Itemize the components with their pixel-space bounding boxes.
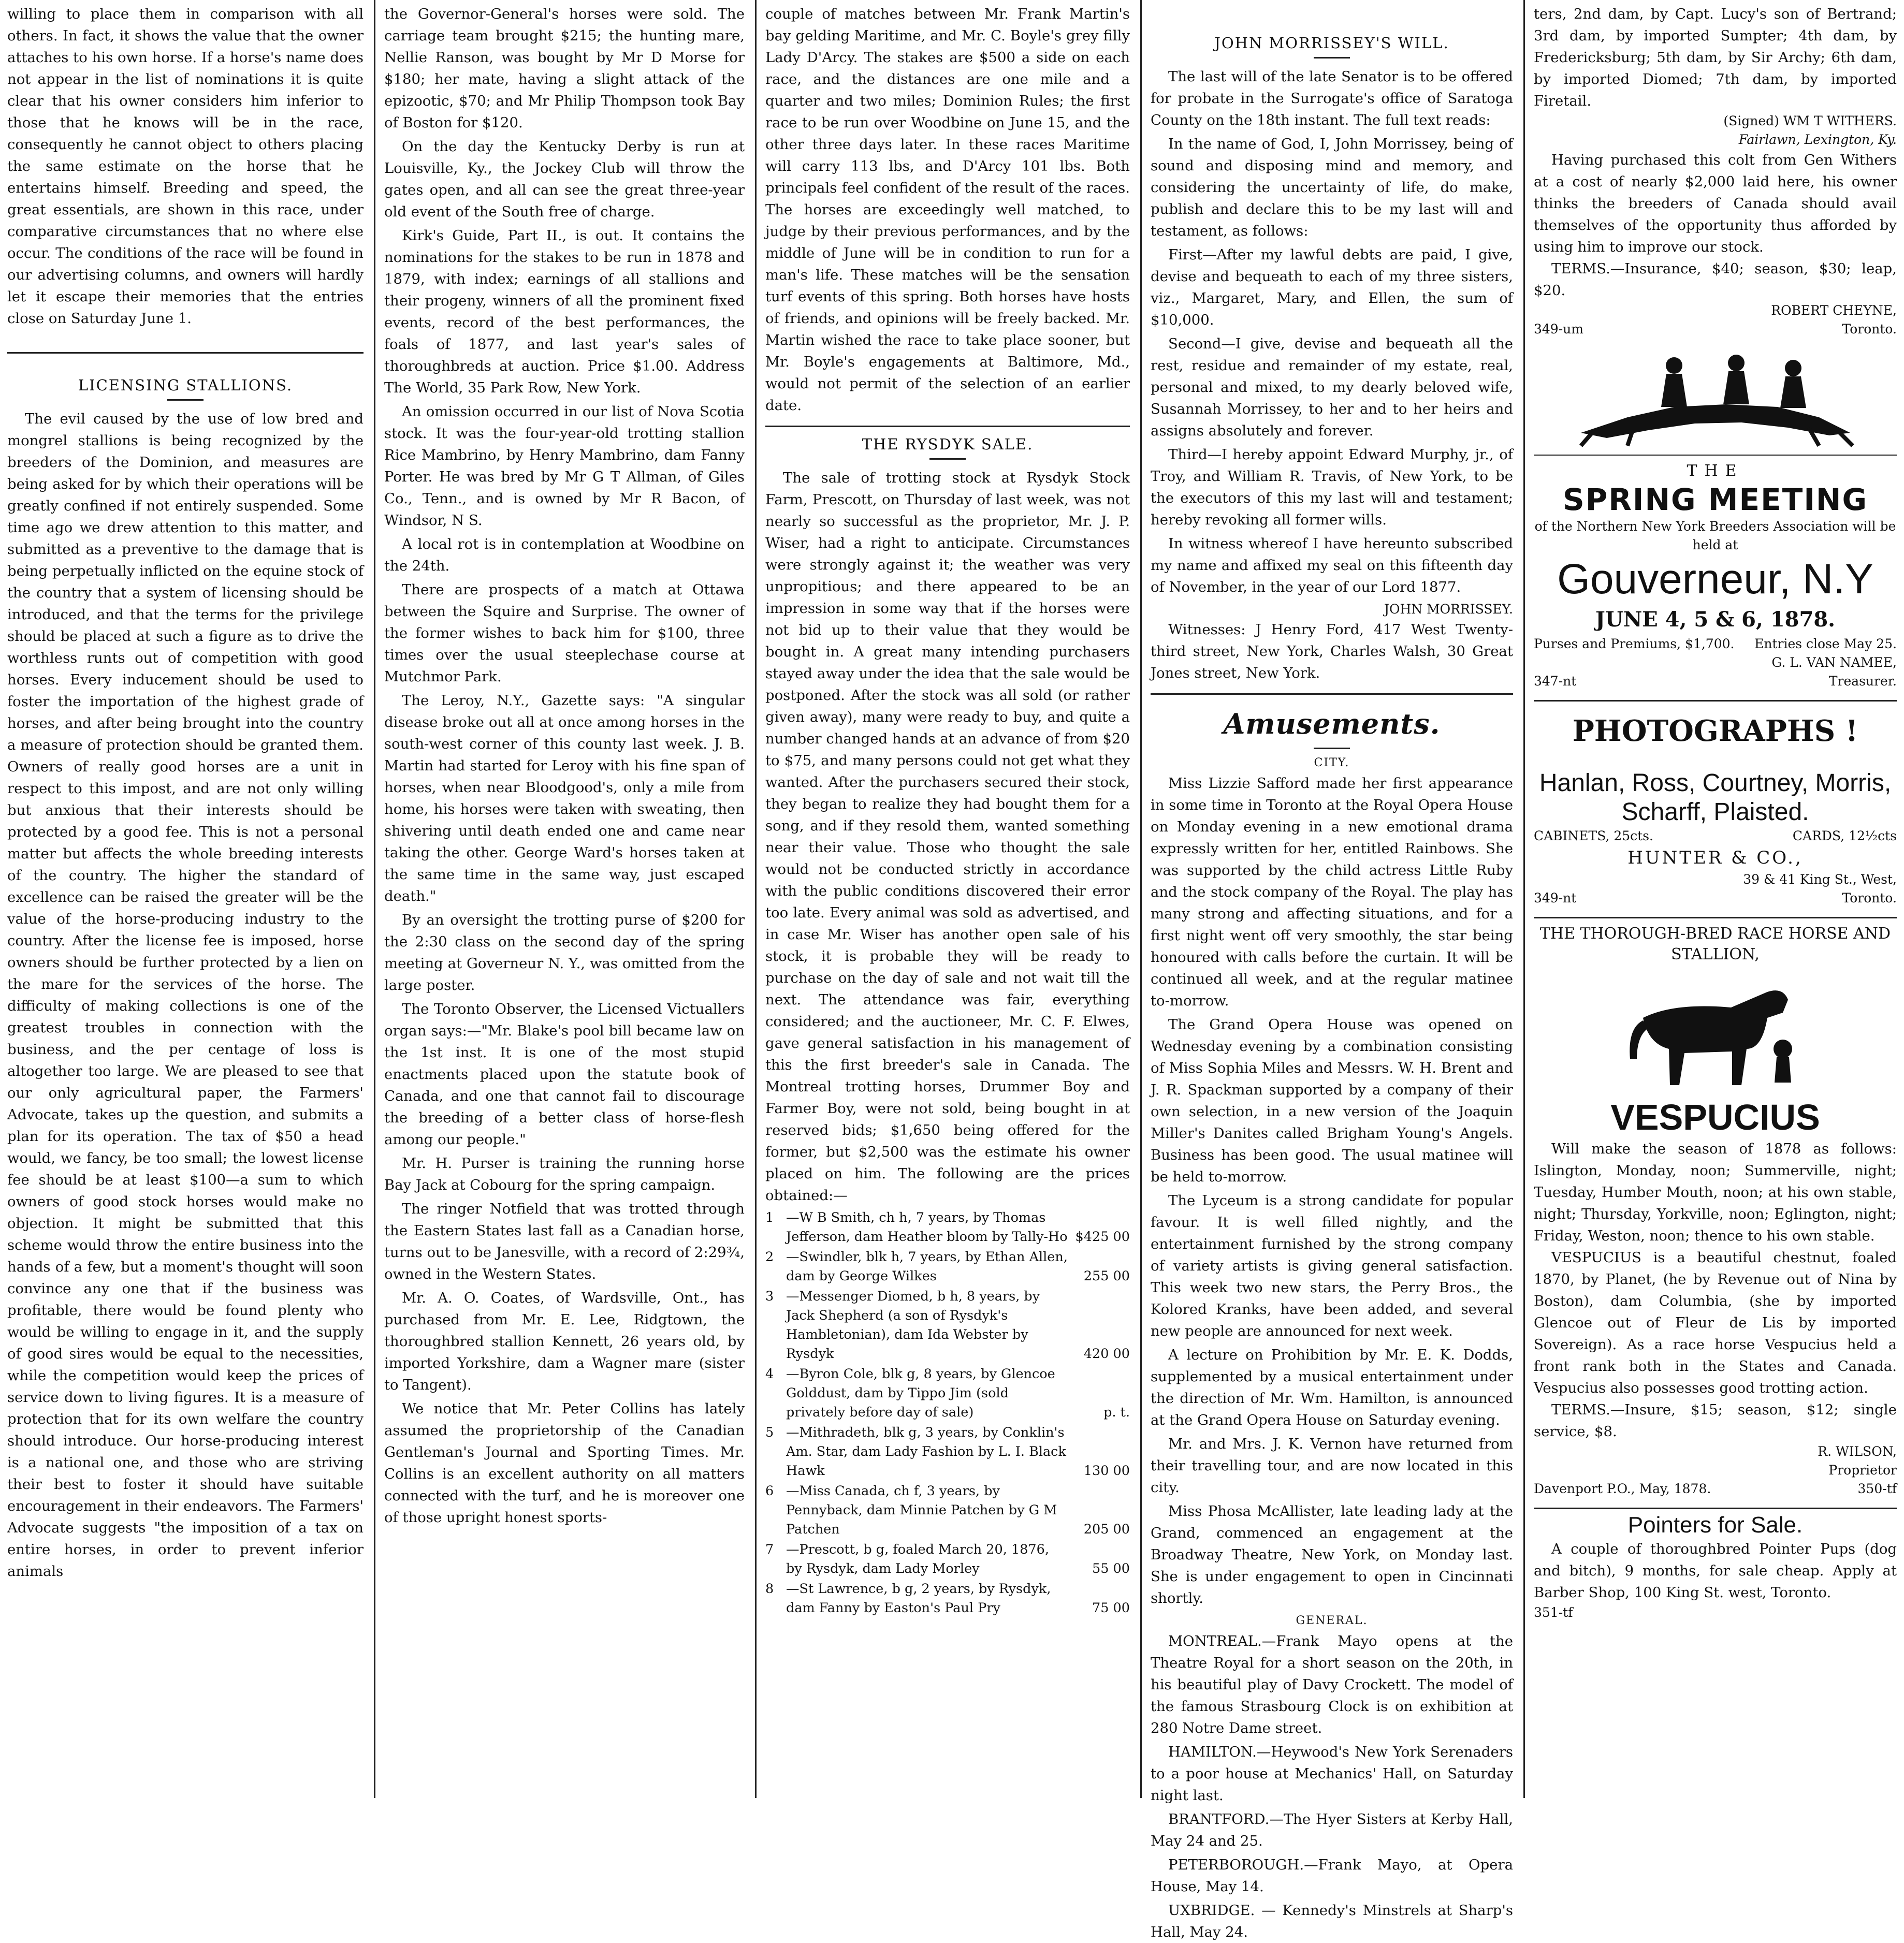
sale-price: $425 00 [1075,1229,1130,1245]
sale-row [765,1208,1130,1247]
news-item: On the day the Kentucky Derby is run at Louisville, Ky., the Jockey Club will throw the gates open, and all can see the great three-year old event of the South free of charge. [384,138,745,220]
sale-row [765,1482,1130,1539]
sale-row [765,1365,1130,1422]
will-text: Third—I hereby appoint Edward Murphy, jr., of Troy, and William R. Travis, of New York, to be the executors of this my last will and testament; hereby revoking all former wills. [1151,446,1513,528]
ad-treasurer: Treasurer. [1828,674,1897,689]
amusement-item: MONTREAL.—Frank Mayo opens at the Theatre Royal for a short season on the 20th, in his beautiful play of Davy Crockett. The model of the famous Strasbourg Clock is on exhibition at 280 Notre Dame street. [1151,1633,1513,1736]
jockeys-racing-icon [1534,345,1897,448]
column-rule [374,0,375,1798]
amusement-item: Miss Phosa McAllister, late leading lady at the Grand, commenced an engagement at the Broadway Theatre, New York, on Monday last. She is under engagement to open in Cincinnati shortly. [1151,1503,1513,1606]
amusement-item: BRANTFORD.—The Hyer Sisters at Kerby Hall, May 24 and 25. [1151,1811,1513,1849]
sale-description: —Prescott, b g, foaled March 20, 1876, by Rysdyk, dam Lady Morley [786,1542,1049,1576]
ad-footer [1534,1480,1897,1498]
article-heading-will: JOHN MORRISSEY'S WILL. [1214,34,1449,52]
divider [7,352,364,354]
ad-city: Toronto. [1842,322,1897,337]
sale-row [765,1540,1130,1579]
ad-signed-location: Fairlawn, Lexington, Ky. [1738,132,1897,147]
sale-price: 130 00 [1083,1463,1130,1479]
news-item: Mr. H. Purser is training the running horse Bay Jack at Cobourg for the spring campaign. [384,1155,745,1193]
news-item: The ringer Notfield that was trotted through the Eastern States last fall as a Canadian horse, turns out to be Janesville, with a record of 2:29¾, owned in the Western States. [384,1201,745,1282]
column-3 [758,0,1137,1798]
will-signature: JOHN MORRISSEY. [1384,602,1513,617]
short-rule [1314,748,1350,749]
column-4 [1143,0,1520,1940]
amusement-item: Miss Lizzie Safford made her first appearance in some time in Toronto at the Royal Opera House on Monday evening in a new emotional drama expressly written for her, entitled Rainbows. She was supported by the child actress Little Ruby and the stock company of the Royal. The play has many strong and affecting situations, and for a first night went off very smoothly, the star being honoured with calls before the curtain. It will be continued all week, and at the regular matinee to-morrow. [1151,775,1513,1009]
ad-spring-meeting: SPRING MEETING [1562,482,1868,517]
will-text: The last will of the late Senator is to be offered for probate in the Surrogate's office of Saratoga County on the 18th instant. The full text reads: [1151,68,1513,128]
ad-footer [1534,889,1897,908]
will-text: Second—I give, devise and bequeath all the rest, residue and remainder of my estate, real, personal and mixed, to my dearly beloved wife, Susannah Morrissey, to her and to her heirs and assigns absolutely and forever. [1151,335,1513,439]
sale-description: —Miss Canada, ch f, 3 years, by Pennyback, dam Minnie Patchen by G M Patchen [786,1483,1057,1537]
ad-purses: Purses and Premiums, $1,700. [1534,636,1735,651]
divider [1534,700,1897,702]
ad-davenport: Davenport P.O., May, 1878. [1534,1481,1711,1496]
ad-prices-row [1534,827,1897,845]
ad-text: Having purchased this colt from Gen Withers at a cost of nearly $2,000 laid here, his owner thinks the breeders of Canada should avail themselves of the opportunity thus afforded by using him to improve our stock. [1534,152,1897,255]
short-rule [929,458,966,460]
article-heading-rysdyk: THE RYSDYK SALE. [862,435,1034,453]
sale-row [765,1248,1130,1286]
news-item: Kirk's Guide, Part II., is out. It contains the nominations for the stakes to be run in 1878 and 1879, with index; earnings of all stallions and their progeny, winners of all the prominent fixed events, record of the best performances, the foals of 1877, and last year's sales of thoroughbreds at auction. Price $1.00. Address The World, 35 Park Row, New York. [384,227,745,396]
sale-number: 4 [765,1366,774,1382]
sale-price: 255 00 [1083,1268,1130,1284]
sale-number: 6 [765,1483,774,1499]
sale-price: p. t. [1103,1405,1130,1420]
will-text: First—After my lawful debts are paid, I give, devise and bequeath to each of my three sisters, viz., Margaret, Mary, and Ellen, the sum of $10,000. [1151,246,1513,328]
sale-description: —Byron Cole, blk g, 8 years, by Glencoe Golddust, dam by Tippo Jim (sold privately before day of sale) [786,1366,1055,1420]
ad-vespucius-schedule: Will make the season of 1878 as follows: Islington, Monday, noon; Summerville, night; Tuesday, Humber Mouth, noon; at his own stable, night; Thursday, Yorkville, noon; Eglington, night; Friday, Weston, noon; thence to his own stable. [1534,1141,1897,1244]
amusement-item: Mr. and Mrs. J. K. Vernon have returned from their travelling tour, and are now located in this city. [1151,1436,1513,1496]
ad-purses-row [1534,635,1897,653]
article-heading-licensing: LICENSING STALLIONS. [78,376,293,394]
amusement-item: PETERBOROUGH.—Frank Mayo, at Opera House, May 14. [1151,1857,1513,1895]
ad-vespucius: VESPUCIUS [1610,1097,1820,1137]
sale-number: 8 [765,1581,774,1597]
sale-number: 7 [765,1542,774,1557]
amusement-item: A lecture on Prohibition by Mr. E. K. Dodds, supplemented by a musical entertainment under the direction of Mr. Wm. Hamilton, is announced at the Grand Opera House on Saturday evening. [1151,1347,1513,1428]
amusement-item: The Grand Opera House was opened on Wednesday evening by a combination consisting of Miss Sophia Miles and Messrs. W. H. Brent and J. R. Spackman supported by a company of their own selection, in a new version of the Joaquin Miller's Danites called Brigham Young's Angels. Business has been good. The usual matinee will be held to-morrow. [1151,1016,1513,1185]
short-rule [167,399,204,401]
general-subheading: GENERAL. [1296,1614,1368,1627]
news-item: We notice that Mr. Peter Collins has lately assumed the proprietorship of the Canadian Gentleman's Journal and Sporting Times. Mr. Collins is an excellent authority on all matters connected with the turf, and he is moreover one of those upright honest sports- [384,1400,745,1526]
ad-hunter: HUNTER & CO., [1627,848,1803,868]
news-item: An omission occurred in our list of Nova Scotia stock. It was the four-year-old trotting stallion Rice Mambrino, by Henry Mambrino, dam Fanny Porter. He was bred by Mr G T Allman, of Giles Co., Tenn., and is owned by Mr R Bacon, of Windsor, N S. [384,403,745,529]
ad-association: of the Northern New York Breeders Association will be held at [1534,519,1896,552]
amusement-item: The Lyceum is a strong candidate for popular favour. It is well filled nightly, and the entertainment furnished by the strong company of variety artists is giving general satisfaction. This week two new stars, the Perry Bros., the Kolored Kranks, have been added, and several new people are announced for next week. [1151,1192,1513,1339]
ad-footer [1534,320,1897,339]
sale-number: 1 [765,1210,774,1225]
ad-code: 347-nt [1534,674,1577,689]
sale-row [765,1287,1130,1364]
news-item-match: couple of matches between Mr. Frank Martin's bay gelding Maritime, and Mr. C. Boyle's grey filly Lady D'Arcy. The stakes are $500 a side on each race, and the distances are one mile and a quarter and two miles; Dominion Rules; the first race to be run over Woodbine on June 15, and the other three days later. In these races Maritime will carry 113 lbs, and D'Arcy 101 lbs. Both principals feel confident of the result of the races. The horses are exceedingly well matched, to judge by their previous performances, and by the middle of June will be in condition to run for a man's life. These matches will be the sensation turf events of this spring. Both horses have hosts of friends, and opinions will be freely backed. Mr. Martin wished the race to take place sooner, but Mr. Boyle's engagements at Baltimore, Md., would not permit of the selection of an earlier date. [765,6,1130,414]
ad-cabinets: CABINETS, 25cts. [1534,828,1653,843]
ad-hunter-address: 39 & 41 King St., West, [1743,872,1897,887]
ad-wilson: R. WILSON, [1818,1444,1897,1459]
column-2 [377,0,752,1798]
ad-code: 349-um [1534,322,1583,337]
will-text: In the name of God, I, John Morrissey, being of sound and disposing mind and memory, and considering the uncertainty of life, do make, publish and declare this to be my last will and testament, as follows: [1151,136,1513,239]
article-intro: willing to place them in comparison with all others. In fact, it shows the value that the owner attaches to his own horse. If a horse's name does not appear in the list of nominations it is quite clear that his owner considers him inferior to those that he knows will be in the race, consequently he cannot object to others placing the same estimate on the horse that he entertains himself. Breeding and speed, the great essentials, are shown in this race, under comparative circumstances that no where else occur. The conditions of the race will be found in our advertising columns, and owners will hardly let it escape their memories that the entries close on Saturday June 1. [7,6,364,327]
short-rule [1314,57,1350,59]
news-item: There are prospects of a match at Ottawa between the Squire and Surprise. The owner of the former wishes to back him for $100, three times over the usual steeplechase course at Mutchmor Park. [384,581,745,685]
divider [1534,1508,1897,1509]
ad-code: 351-tf [1534,1605,1573,1620]
sale-row [765,1580,1130,1618]
ad-code: 350-tf [1857,1481,1897,1496]
will-text: In witness whereof I have hereunto subscribed my name and affixed my seal on this fifteenth day of November, in the year of our Lord 1877. [1151,535,1513,595]
amusements-heading: Amusements. [1223,707,1441,740]
ad-signed: (Signed) WM T WITHERS. [1723,113,1897,128]
ad-pedigree: ters, 2nd dam, by Capt. Lucy's son of Bertrand; 3rd dam, by imported Sumpter; 4th dam, by Fredericksburg; 5th dam, by Sir Archy; 6th dam, by imported Diomed; 7th dam, by imported Firetail. [1534,6,1897,109]
sale-price: 55 00 [1092,1561,1130,1576]
sale-price: 75 00 [1092,1600,1130,1616]
sale-number: 3 [765,1289,774,1304]
column-5-ads [1527,0,1904,1798]
will-witnesses: Witnesses: J Henry Ford, 417 West Twenty-third street, New York, Charles Walsh, 30 Great Jones street, New York. [1151,621,1513,681]
divider [1534,455,1897,456]
sale-number: 5 [765,1425,774,1440]
column-rule [1140,0,1142,1798]
news-item: The Toronto Observer, the Licensed Victuallers organ says:—"Mr. Blake's pool bill became law on the 1st inst. It is one of the most stupid enactments placed upon the statute book of Canada, and one that cannot fail to discourage the breeding of a better class of horse-flesh among our people." [384,1001,745,1148]
ad-the: THE [1687,462,1744,480]
ad-footer [1534,672,1897,691]
ad-pointers-title: Pointers for Sale. [1627,1512,1803,1538]
sale-description: —Mithradeth, blk g, 3 years, by Conklin's Am. Star, dam Lady Fashion by L. I. Black Hawk [786,1425,1066,1479]
column-rule [1523,0,1525,1798]
ad-vannamee: G. L. VAN NAMEE, [1771,655,1897,670]
news-item: By an oversight the trotting purse of $200 for the 2:30 class on the second day of the spring meeting at Governeur N. Y., was omitted from the large poster. [384,912,745,994]
divider [765,426,1130,427]
ad-photographs: PHOTOGRAPHS ! [1572,714,1858,748]
sale-price: 205 00 [1083,1522,1130,1537]
ad-code: 349-nt [1534,890,1577,905]
column-rule [755,0,757,1798]
news-item: A local rot is in contemplation at Woodbine on the 24th. [384,536,745,574]
stallion-horse-icon [1534,971,1897,1090]
ad-proprietor: Proprietor [1828,1463,1897,1478]
ad-thoroughbred: THE THOROUGH-BRED RACE HORSE AND STALLION, [1539,925,1891,963]
ad-dates: JUNE 4, 5 & 6, 1878. [1595,607,1836,632]
amusement-item: UXBRIDGE. — Kennedy's Minstrels at Sharp's Hall, May 24. [1151,1902,1513,1940]
sale-number: 2 [765,1249,774,1265]
sale-description: —W B Smith, ch h, 7 years, by Thomas Jefferson, dam Heather bloom by Tally-Ho [786,1210,1068,1245]
ad-photo-names: Hanlan, Ross, Courtney, Morris, Scharff, Plaisted. [1539,769,1892,826]
news-item: the Governor-General's horses were sold. The carriage team brought $215; the hunting mare, Nellie Ranson, was bought by Mr D Morse for $180; her mate, having a slight attack of the epizootic, $70; and Mr Philip Thompson took Bay of Boston for $120. [384,6,745,131]
sale-description: —Swindler, blk h, 7 years, by Ethan Allen, dam by George Wilkes [786,1249,1068,1284]
ad-entries: Entries close May 25. [1754,636,1897,651]
sale-list [765,1208,1130,1618]
sale-price: 420 00 [1083,1346,1130,1362]
news-item: The Leroy, N.Y., Gazette says: "A singular disease broke out all at once among horses in the south-west corner of this county last week. J. B. Martin had started for Leroy with his fine span of horses, when near Bloodgood's, only a mile from home, his horses were taken with sweating, then shivering until death ended one and came near taking the other. George Ward's horses taken at the same time in the same way, just escaped death." [384,692,745,904]
ad-gouverneur: Gouverneur, N.Y [1557,556,1873,603]
divider [1534,917,1897,918]
city-subheading: CITY. [1314,756,1350,769]
article-body-rysdyk: The sale of trotting stock at Rysdyk Stock Farm, Prescott, on Thursday of last week, was not nearly so successful as the proprietor, Mr. J. P. Wiser, had a right to anticipate. Circumstances were strongly against it; the weather was very unpropitious; and there appeared to be an impression in some way that if the horses were not bid up to their value that they would be bought in. A great many intending purchasers stayed away under the idea that the sale would be postponed. After the stock was all sold (or rather given away), many were ready to buy, and quite a number changed hands at an advance of from $20 to $75, and many persons could not get what they wanted. After the purchasers secured their stock, they began to realize they had bought them for a song, and if they resold them, wanted something near their value. Those who thought the sale would not be conducted strictly in accordance with the public conditions discovered their error too late. Every animal was sold as advertised, and in case Mr. Wiser has another open sale of his stock, it is probable they will be ready to purchase on the day of sale and not wait till the next. The attendance was fair, everything considered; and the auctioneer, Mr. C. F. Elwes, gave general satisfaction in his management of this the first breeder's sale in Canada. The Montreal trotting horses, Drummer Boy and Farmer Boy, were not sold, being bought in at reserved bids; $1,650 being offered for the former, but $2,500 was the estimate his owner placed on him. The following are the prices obtained:— [765,470,1130,1204]
sale-description: —Messenger Diomed, b h, 8 years, by Jack Shepherd (a son of Rysdyk's Hambletonian), dam Ida Webster by Rysdyk [786,1289,1040,1362]
ad-owner: ROBERT CHEYNE, [1771,303,1897,318]
ad-vespucius-terms: TERMS.—Insure, $15; season, $12; single service, $8. [1534,1401,1897,1440]
article-body-licensing: The evil caused by the use of low bred and mongrel stallions is being recognized by the breeders of the Dominion, and measures are being asked for by which their operations will be greatly confined if not entirely suspended. Some time ago we drew attention to this matter, and submitted as a preventive to the damage that is being perpetually inflicted on the equine stock of the country that a system of licensing should be introduced, and that the terms for the privilege should be placed at such a figure as to drive the worthless runts out of competition with good horses. Every inducement should be used to foster the importation of the highest grade of horses, and after being brought into the country a measure of protection should be granted them. Owners of really good horses are a unit in respect to this impost, and are not only willing but anxious that their interests should be protected by a good fee. This is not a personal matter but affects the whole breeding interests of the country. The higher the standard of excellence can be raised the greater will be the value of the horse-producing industry to the country. After the license fee is imposed, horse owners should be further protected by a lien on the mare for the services of the horse. The difficulty of making collections is one of the greatest troubles in connection with the business, and the per centage of loss is altogether too large. We are pleased to see that our only agricultural paper, the Farmers' Advocate, takes up the question, and submits a plan for its operation. The tax of $50 a head would, we fancy, be too small; the lowest license fee should be at least $100—a sum to which owners of good stock horses would make no objection. It might be submitted that this scheme would throw the entire business into the hands of a few, but a moment's thought will soon convince any one that if the business was profitable, there would be found plenty who would be willing to engage in it, and the supply of good sires would be equal to the necessities, while the competition would keep the prices of service down to living figures. It is a measure of protection that for its own welfare the country should introduce. Our horse-producing interest is a national one, and those who are striving their best to foster it should have suitable encouragement in their endeavors. The Farmers' Advocate suggests "the imposition of a tax on entire horses, in order to prevent inferior animals [7,411,364,1580]
amusement-item: HAMILTON.—Heywood's New York Serenaders to a poor house at Mechanics' Hall, on Saturday night last. [1151,1744,1513,1804]
ad-cards: CARDS, 12½cts [1792,828,1897,843]
column-1 [0,0,371,1798]
ad-vespucius-pedigree: VESPUCIUS is a beautiful chestnut, foaled 1870, by Planet, (he by Revenue out of Nina by Boston), dam Columbia, (she by imported Glencoe out of Fleur de Lis by imported Sovereign). As a race horse Vespucius held a front rank both in the States and Canada. Vespucius also possesses good trotting action. [1534,1249,1897,1396]
news-item: Mr. A. O. Coates, of Wardsville, Ont., has purchased from Mr. E. Lee, Ridgtown, the thoroughbred stallion Kennett, 26 years old, by imported Yorkshire, dam a Wagner mare (sister to Tangent). [384,1290,745,1393]
ad-pointers-body: A couple of thoroughbred Pointer Pups (dog and bitch), 9 months, for sale cheap. Apply at Barber Shop, 100 King St. west, Toronto. [1534,1541,1897,1601]
sale-row [765,1423,1130,1481]
divider [1151,693,1513,695]
ad-terms: TERMS.—Insurance, $40; season, $30; leap, $20. [1534,260,1897,299]
ad-city: Toronto. [1842,890,1897,905]
sale-description: —St Lawrence, b g, 2 years, by Rysdyk, dam Fanny by Easton's Paul Pry [786,1581,1051,1616]
